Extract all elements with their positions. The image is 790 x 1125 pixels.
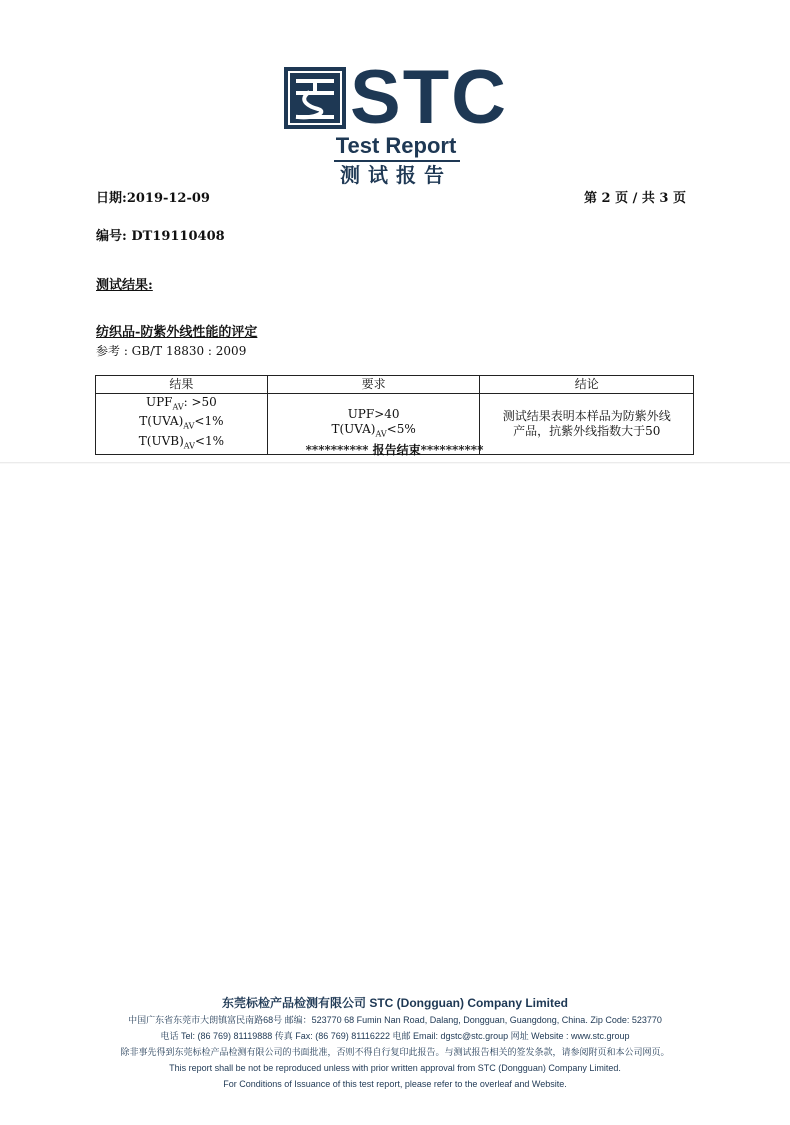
report-title-cn: 测试报告 (340, 163, 452, 187)
date-label: 日期: (96, 191, 127, 206)
section-title: 纺织品-防紫外线性能的评定 (96, 325, 258, 340)
footer-notice-en-1: This report shall be not be reproduced unless with prior written approval from STC (Dongguan) Company Limited. (169, 1063, 621, 1073)
footer-notice-en-2: For Conditions of Issuance of this test report, please refer to the overleaf and Website. (223, 1079, 567, 1089)
table-header-row (96, 376, 694, 394)
page-indicator: 第 2 页 / 共 3 页 (584, 191, 686, 206)
report-title-en: Test Report (335, 133, 457, 158)
header-result: 结果 (96, 376, 268, 394)
stc-logo-icon (284, 67, 346, 129)
report-date (96, 191, 210, 207)
results-heading: 测试结果: (96, 278, 153, 293)
result-value: <1% (194, 414, 224, 429)
number-value: DT19110408 (131, 229, 225, 244)
brand-logo-text: STC (350, 55, 508, 140)
report-end-mark: ********** 报告结束********** (305, 443, 484, 457)
footer-contact: 电话 Tel: (86 769) 81119888 传真 Fax: (86 769) 81116222 电邮 Email: dgstc@stc.group 网址 Website : www.stc.group (160, 1031, 630, 1041)
header-requirement: 要求 (267, 376, 480, 394)
requirement-line (272, 407, 476, 422)
result-main: UPF (145, 395, 173, 409)
conclusion-line: 测试结果表明本样品为防紫外线 (502, 409, 671, 424)
result-main: T(UVA) (139, 414, 184, 429)
result-line (100, 395, 263, 414)
result-subscript: AV (183, 421, 195, 431)
footer-notice-cn: 除非事先得到东莞标检产品检测有限公司的书面批准，否则不得自行复印此报告。与测试报告相关的签发条款，请参阅附页和本公司网页。 (120, 1047, 670, 1057)
footer-company: 东莞标检产品检测有限公司 STC (Dongguan) Company Limited (222, 996, 568, 1010)
report-number (96, 229, 225, 245)
result-line (100, 414, 263, 433)
result-value: <1% (194, 433, 224, 448)
standard-reference: 参考 : GB/T 18830 : 2009 (96, 344, 247, 358)
date-value: 2019-12-09 (126, 191, 210, 206)
page-divider (0, 462, 790, 464)
requirement-main: UPF>40 (347, 406, 400, 421)
requirement-line (272, 422, 476, 441)
footer-address: 中国广东省东莞市大朗镇富民南路68号 邮编：523770 68 Fumin Nan Road, Dalang, Dongguan, Guangdong, China. Zip Code: 523770 (128, 1015, 662, 1025)
result-subscript: AV (183, 441, 195, 451)
header-conclusion: 结论 (480, 376, 694, 394)
result-main: T(UVB) (138, 433, 184, 448)
result-value: : >50 (183, 395, 217, 409)
result-subscript: AV (172, 402, 184, 412)
requirement-subscript: AV (375, 429, 387, 439)
conclusion-line: 产品，抗紫外线指数大于50 (513, 424, 661, 439)
requirement-main: T(UVA) (331, 421, 376, 436)
number-label: 编号: (96, 229, 127, 244)
requirement-value: <5% (386, 421, 416, 436)
